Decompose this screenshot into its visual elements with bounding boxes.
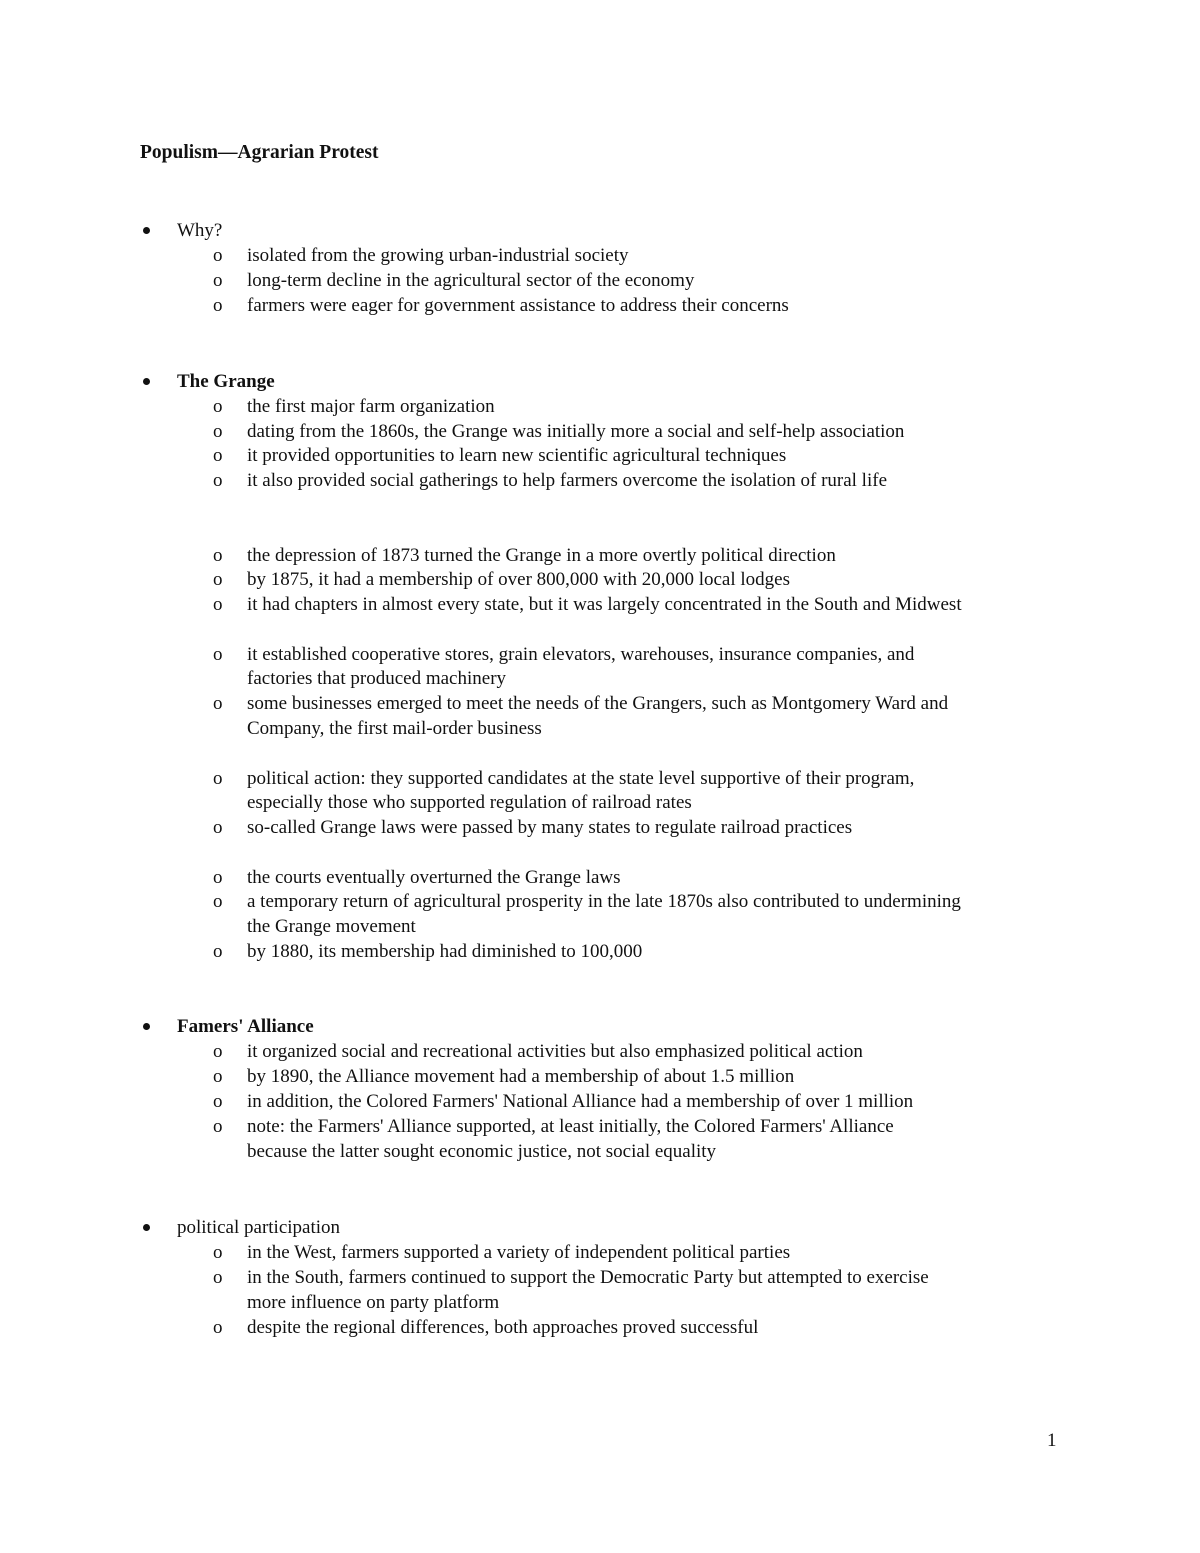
list-item-continuation: the Grange movement [247, 916, 416, 937]
page-number: 1 [1047, 1430, 1057, 1451]
list-item: it organized social and recreational activities but also emphasized political action [247, 1041, 863, 1062]
list-item: note: the Farmers' Alliance supported, at least initially, the Colored Farmers' Alliance [247, 1116, 894, 1137]
sub-bullet-marker: o [213, 1317, 223, 1338]
list-item-continuation: because the latter sought economic justice, not social equality [247, 1141, 717, 1162]
bullet-icon [143, 227, 150, 234]
sub-bullet-marker: o [213, 421, 223, 442]
sub-bullet-marker: o [213, 545, 223, 566]
list-item: it provided opportunities to learn new scientific agricultural techniques [247, 445, 787, 466]
list-item: a temporary return of agricultural prosperity in the late 1870s also contributed to undermining [247, 891, 961, 912]
section-heading: Famers' Alliance [177, 1016, 314, 1037]
list-item: it established cooperative stores, grain elevators, warehouses, insurance companies, and [247, 644, 915, 665]
sub-bullet-marker: o [213, 817, 223, 838]
list-item: the courts eventually overturned the Grange laws [247, 867, 621, 888]
section-heading: The Grange [177, 371, 275, 392]
list-item: it had chapters in almost every state, but it was largely concentrated in the South and Midwest [247, 594, 962, 615]
section-heading: political participation [177, 1217, 341, 1238]
list-item: in the West, farmers supported a variety of independent political parties [247, 1242, 791, 1263]
sub-bullet-marker: o [213, 1267, 223, 1288]
sub-bullet-marker: o [213, 245, 223, 266]
list-item: despite the regional differences, both approaches proved successful [247, 1317, 759, 1338]
list-item: dating from the 1860s, the Grange was initially more a social and self-help association [247, 421, 905, 442]
list-item-continuation: especially those who supported regulation of railroad rates [247, 792, 692, 813]
sub-bullet-marker: o [213, 1041, 223, 1062]
list-item: in the South, farmers continued to support the Democratic Party but attempted to exercise [247, 1267, 929, 1288]
list-item-continuation: Company, the first mail-order business [247, 718, 542, 739]
list-item: isolated from the growing urban-industrial society [247, 245, 629, 266]
list-item: some businesses emerged to meet the needs of the Grangers, such as Montgomery Ward and [247, 693, 949, 714]
sub-bullet-marker: o [213, 295, 223, 316]
list-item-continuation: factories that produced machinery [247, 668, 507, 689]
sub-bullet-marker: o [213, 270, 223, 291]
list-item: so-called Grange laws were passed by many states to regulate railroad practices [247, 817, 853, 838]
sub-bullet-marker: o [213, 396, 223, 417]
sub-bullet-marker: o [213, 569, 223, 590]
sub-bullet-marker: o [213, 644, 223, 665]
page-title: Populism—Agrarian Protest [140, 142, 379, 163]
list-item-continuation: more influence on party platform [247, 1292, 500, 1313]
list-item: by 1880, its membership had diminished to 100,000 [247, 941, 643, 962]
sub-bullet-marker: o [213, 1116, 223, 1137]
sub-bullet-marker: o [213, 867, 223, 888]
list-item: political action: they supported candidates at the state level supportive of their program, [247, 768, 915, 789]
sub-bullet-marker: o [213, 1091, 223, 1112]
list-item: the first major farm organization [247, 396, 495, 417]
bullet-icon [143, 1224, 150, 1231]
bullet-icon [143, 1023, 150, 1030]
list-item: long-term decline in the agricultural sector of the economy [247, 270, 695, 291]
sub-bullet-marker: o [213, 445, 223, 466]
list-item: by 1890, the Alliance movement had a membership of about 1.5 million [247, 1066, 795, 1087]
list-item: the depression of 1873 turned the Grange in a more overtly political direction [247, 545, 836, 566]
list-item: it also provided social gatherings to help farmers overcome the isolation of rural life [247, 470, 887, 491]
sub-bullet-marker: o [213, 768, 223, 789]
list-item: in addition, the Colored Farmers' National Alliance had a membership of over 1 million [247, 1091, 914, 1112]
sub-bullet-marker: o [213, 1242, 223, 1263]
sub-bullet-marker: o [213, 470, 223, 491]
sub-bullet-marker: o [213, 693, 223, 714]
bullet-icon [143, 378, 150, 385]
list-item: by 1875, it had a membership of over 800,000 with 20,000 local lodges [247, 569, 790, 590]
sub-bullet-marker: o [213, 941, 223, 962]
sub-bullet-marker: o [213, 1066, 223, 1087]
section-heading: Why? [177, 220, 223, 241]
sub-bullet-marker: o [213, 891, 223, 912]
sub-bullet-marker: o [213, 594, 223, 615]
list-item: farmers were eager for government assistance to address their concerns [247, 295, 789, 316]
